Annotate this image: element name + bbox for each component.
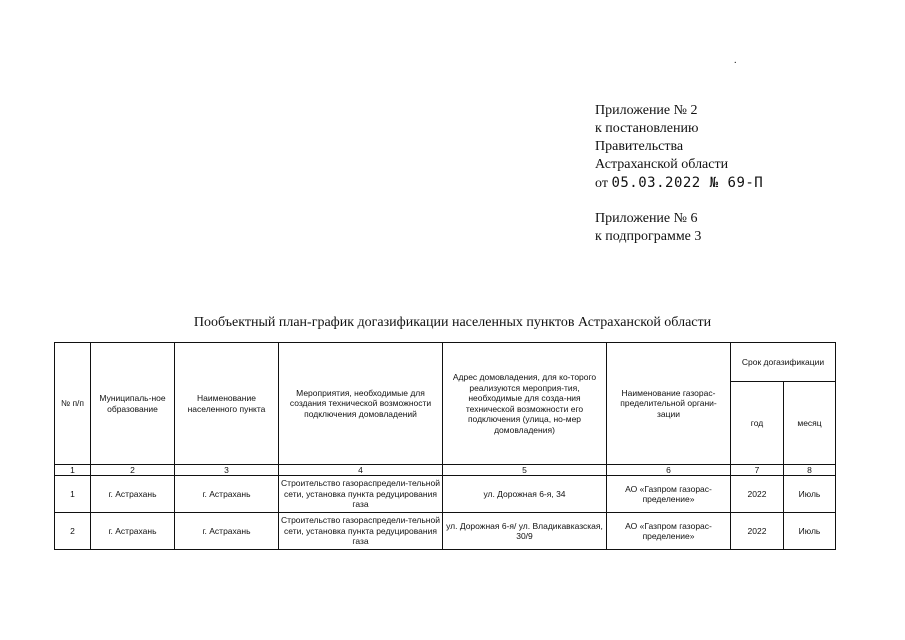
scan-speck: . bbox=[734, 55, 737, 66]
appendix-header bbox=[595, 102, 763, 193]
plan-table bbox=[54, 342, 836, 550]
appendix-line: Правительства bbox=[595, 139, 684, 154]
column-number: 5 bbox=[443, 465, 607, 476]
column-number: 2 bbox=[91, 465, 175, 476]
appendix-date-line bbox=[595, 174, 763, 193]
appendix-line: Астраханской области bbox=[595, 157, 729, 172]
cell-month: Июль bbox=[784, 476, 836, 513]
appendix-line: к постановлению bbox=[595, 121, 699, 136]
cell-measures: Строительство газораспредели-тельной сети, установка пункта редуцирования газа bbox=[279, 513, 443, 550]
column-header-deadline: Срок догазификации bbox=[731, 343, 836, 382]
date-value: 05.03.2022 № 69-П bbox=[611, 175, 764, 191]
cell-num: 1 bbox=[55, 476, 91, 513]
table-row bbox=[55, 513, 836, 550]
cell-address: ул. Дорожная 6-я, 34 bbox=[443, 476, 607, 513]
column-header-settlement: Наименование населенного пункта bbox=[175, 343, 279, 465]
cell-month: Июль bbox=[784, 513, 836, 550]
table-header-row bbox=[55, 343, 836, 382]
cell-year: 2022 bbox=[731, 513, 784, 550]
column-header-measures: Мероприятия, необходимые для создания технической возможности подключения домовладений bbox=[279, 343, 443, 465]
subprogram-line: Приложение № 6 bbox=[595, 211, 698, 226]
cell-num: 2 bbox=[55, 513, 91, 550]
cell-settlement: г. Астрахань bbox=[175, 513, 279, 550]
cell-organization: АО «Газпром газорас-пределение» bbox=[607, 513, 731, 550]
column-header-municipality: Муниципаль-ное образование bbox=[91, 343, 175, 465]
cell-address: ул. Дорожная 6-я/ ул. Владикавказская, 30/9 bbox=[443, 513, 607, 550]
cell-year: 2022 bbox=[731, 476, 784, 513]
subprogram-line: к подпрограмме 3 bbox=[595, 229, 702, 244]
document-title: Пообъектный план-график догазификации населенных пунктов Астраханской области bbox=[193, 315, 712, 330]
cell-measures: Строительство газораспредели-тельной сети, установка пункта редуцирования газа bbox=[279, 476, 443, 513]
column-number: 1 bbox=[55, 465, 91, 476]
column-number-row bbox=[55, 465, 836, 476]
column-header-address: Адрес домовладения, для ко-торого реализуются мероприя-тия, необходимые для созда-ния технической возможности его подключения (улица, но-мер домовладения) bbox=[443, 343, 607, 465]
column-header-year: год bbox=[731, 382, 784, 465]
cell-municipality: г. Астрахань bbox=[91, 476, 175, 513]
column-number: 7 bbox=[731, 465, 784, 476]
column-header-month: месяц bbox=[784, 382, 836, 465]
cell-organization: АО «Газпром газорас-пределение» bbox=[607, 476, 731, 513]
column-number: 3 bbox=[175, 465, 279, 476]
appendix-line: Приложение № 2 bbox=[595, 103, 698, 118]
date-prefix: от bbox=[595, 176, 608, 191]
column-header-organization: Наименование газорас-пределительной органи-зации bbox=[607, 343, 731, 465]
column-header-num: № п/п bbox=[55, 343, 91, 465]
subprogram-header bbox=[595, 210, 701, 246]
cell-settlement: г. Астрахань bbox=[175, 476, 279, 513]
cell-municipality: г. Астрахань bbox=[91, 513, 175, 550]
column-number: 4 bbox=[279, 465, 443, 476]
table-row bbox=[55, 476, 836, 513]
column-number: 8 bbox=[784, 465, 836, 476]
column-number: 6 bbox=[607, 465, 731, 476]
